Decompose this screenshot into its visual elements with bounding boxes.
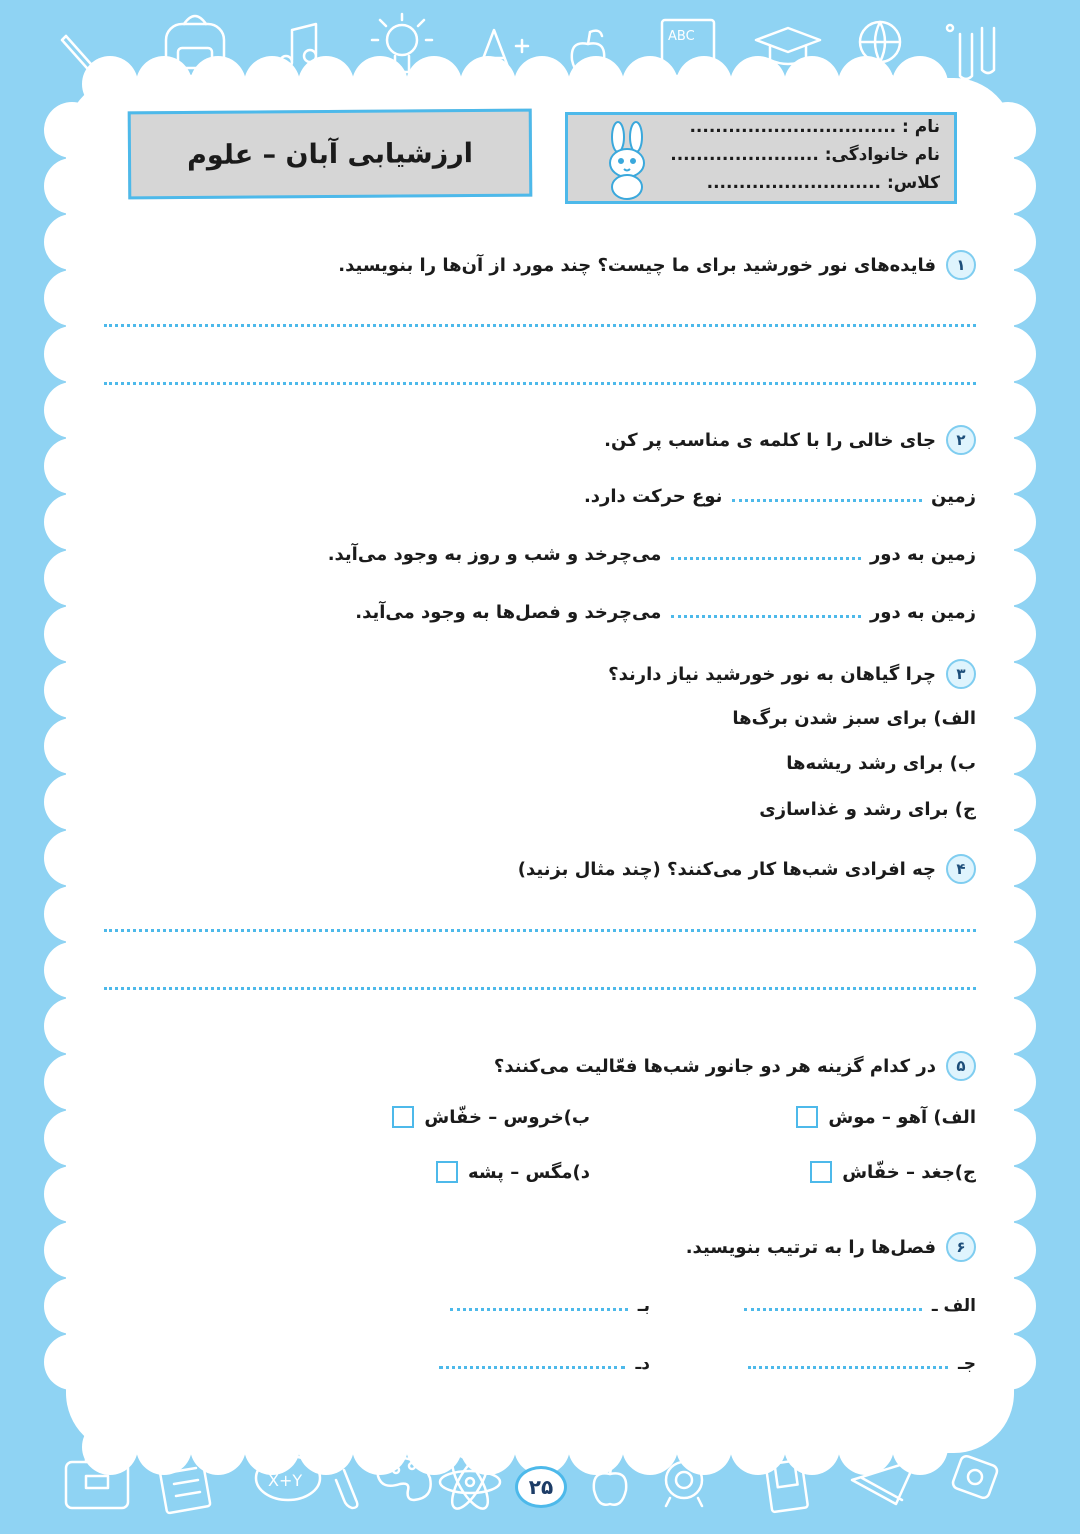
scallop-bump	[980, 1054, 1036, 1110]
scallop-bump	[514, 56, 570, 112]
scallop-bump	[136, 56, 192, 112]
svg-text:ABC: ABC	[668, 29, 695, 44]
class-field[interactable]	[707, 173, 940, 193]
scallop-bump	[980, 382, 1036, 438]
scallop-bump	[44, 382, 100, 438]
q3-option-b[interactable]: ب) برای رشد ریشه‌ها	[786, 753, 976, 774]
scallop-bump	[44, 438, 100, 494]
name-label: نام :	[902, 117, 940, 137]
scallop-bump	[298, 1419, 354, 1475]
q5-option-d[interactable]	[436, 1161, 590, 1183]
season-b	[444, 1296, 650, 1316]
scallop-bump	[980, 718, 1036, 774]
scallop-bump	[82, 56, 138, 112]
scallop-bump	[730, 1419, 786, 1475]
scallop-bump	[44, 886, 100, 942]
season-d	[433, 1354, 650, 1374]
q3-option-c[interactable]: ج) برای رشد و غذاسازی	[759, 799, 976, 820]
q5-option-c[interactable]	[810, 1161, 976, 1183]
season-b-blank[interactable]	[450, 1302, 628, 1311]
fill-sentence-2-start: زمین به دور	[869, 544, 976, 565]
scallop-bump	[980, 1222, 1036, 1278]
scallop-bump	[352, 1419, 408, 1475]
scallop-bump	[838, 56, 894, 112]
question-4	[518, 854, 976, 884]
q3-option-a[interactable]: الف) برای سبز شدن برگ‌ها	[732, 708, 976, 729]
scallop-bump	[44, 774, 100, 830]
scallop-bump	[980, 942, 1036, 998]
question-4-number: ۴	[946, 854, 976, 884]
scallop-bump	[44, 1278, 100, 1334]
sharpener-icon	[951, 1455, 998, 1500]
q5-option-c-checkbox[interactable]	[810, 1161, 832, 1183]
family-name-field[interactable]	[670, 145, 940, 165]
scallop-bump	[980, 494, 1036, 550]
question-1-number: ۱	[946, 250, 976, 280]
season-a	[738, 1296, 976, 1316]
answer-line-q1-1[interactable]	[104, 324, 976, 327]
scallop-bump	[980, 1278, 1036, 1334]
scallop-bump	[838, 1419, 894, 1475]
q5-option-a-label: الف) آهو – موش	[828, 1106, 976, 1128]
test-tube-icon	[947, 25, 994, 79]
question-6-number: ۶	[946, 1232, 976, 1262]
name-blank: ................................	[689, 117, 897, 137]
fill-sentence-1-start: زمین	[930, 486, 976, 507]
season-a-blank[interactable]	[744, 1302, 922, 1311]
scallop-bump	[190, 1419, 246, 1475]
question-2	[604, 425, 976, 455]
paperclip-icon	[336, 1470, 357, 1508]
scallop-bump	[980, 662, 1036, 718]
fill-blank-1[interactable]	[732, 493, 922, 502]
q5-option-c-label: ج)جغد – خفّاش	[842, 1161, 976, 1183]
scallop-bump	[82, 1419, 138, 1475]
family-name-label: نام خانوادگی:	[824, 145, 940, 165]
season-c	[742, 1354, 976, 1374]
season-c-label: جـ	[957, 1354, 976, 1374]
scallop-bump	[44, 718, 100, 774]
scallop-bump	[980, 1334, 1036, 1390]
scallop-bump	[980, 158, 1036, 214]
scallop-bump	[44, 1334, 100, 1390]
scallop-bump	[622, 56, 678, 112]
fill-sentence-3-end: می‌چرخد و فصل‌ها به وجود می‌آید.	[355, 602, 662, 623]
class-label: کلاس:	[886, 173, 940, 193]
scallop-bump	[44, 270, 100, 326]
exam-title-box	[128, 109, 533, 200]
question-2-number: ۲	[946, 425, 976, 455]
q5-option-d-checkbox[interactable]	[436, 1161, 458, 1183]
scallop-bump	[980, 1166, 1036, 1222]
scallop-bump	[44, 214, 100, 270]
question-4-text: چه افرادی شب‌ها کار می‌کنند؟ (چند مثال بزنید)	[517, 858, 936, 880]
answer-line-q1-2[interactable]	[104, 382, 976, 385]
scallop-bump	[980, 1110, 1036, 1166]
q5-option-b-checkbox[interactable]	[392, 1106, 414, 1128]
fill-sentence-1	[584, 486, 976, 507]
scallop-bump	[190, 56, 246, 112]
season-d-blank[interactable]	[439, 1360, 625, 1369]
q5-option-b[interactable]	[392, 1106, 590, 1128]
scallop-bump	[676, 56, 732, 112]
question-1	[338, 250, 976, 280]
scallop-bump	[298, 56, 354, 112]
scallop-bump	[44, 998, 100, 1054]
scallop-bump	[406, 1419, 462, 1475]
scallop-bump	[980, 326, 1036, 382]
scallop-bump	[980, 606, 1036, 662]
season-d-label: دـ	[635, 1354, 650, 1374]
fill-sentence-2-end: می‌چرخد و شب و روز به وجود می‌آید.	[327, 544, 662, 565]
scallop-bump	[44, 326, 100, 382]
q5-option-b-label: ب)خروس – خفّاش	[424, 1106, 590, 1128]
fill-blank-3[interactable]	[671, 609, 861, 618]
name-field[interactable]	[689, 117, 940, 137]
scallop-bump	[44, 102, 100, 158]
q5-option-a-checkbox[interactable]	[796, 1106, 818, 1128]
scallop-bump	[44, 606, 100, 662]
scallop-bump	[44, 1054, 100, 1110]
scallop-bump	[980, 998, 1036, 1054]
scallop-bump	[44, 494, 100, 550]
scallop-bump	[44, 662, 100, 718]
scallop-bump	[980, 102, 1036, 158]
scallop-bump	[44, 550, 100, 606]
scallop-bump	[784, 1419, 840, 1475]
scallop-bump	[44, 1166, 100, 1222]
scallop-bump	[460, 56, 516, 112]
svg-text:X+Y: X+Y	[268, 1471, 303, 1490]
question-2-text: جای خالی را با کلمه ی مناسب پر کن.	[604, 429, 936, 451]
scallop-bump	[244, 56, 300, 112]
class-blank: ...........................	[706, 173, 882, 193]
scallop-bump	[980, 886, 1036, 942]
question-5-text: در کدام گزینه هر دو جانور شب‌ها فعّالیت می‌کنند؟	[493, 1055, 936, 1077]
scallop-bump	[892, 1419, 948, 1475]
question-1-text: فایده‌های نور خورشید برای ما چیست؟ چند مورد از آن‌ها را بنویسید.	[338, 254, 936, 276]
scallop-bump	[980, 270, 1036, 326]
scallop-bump	[980, 830, 1036, 886]
fill-sentence-3-start: زمین به دور	[869, 602, 976, 623]
fill-blank-2[interactable]	[671, 551, 861, 560]
scallop-bump	[622, 1419, 678, 1475]
question-3	[608, 659, 976, 689]
scallop-bump	[980, 214, 1036, 270]
exam-title: ارزشیابی آبان – علوم	[186, 137, 474, 171]
scallop-bump	[406, 56, 462, 112]
scallop-bump	[980, 550, 1036, 606]
fill-sentence-2	[328, 544, 976, 565]
answer-line-q4-1[interactable]	[104, 929, 976, 932]
student-info-box	[565, 112, 957, 204]
fill-sentence-1-end: نوع حرکت دارد.	[583, 486, 723, 507]
question-3-number: ۳	[946, 659, 976, 689]
scallop-bump	[892, 56, 948, 112]
scallop-bump	[44, 830, 100, 886]
scallop-bump	[352, 56, 408, 112]
scallop-bump	[44, 942, 100, 998]
scallop-bump	[136, 1419, 192, 1475]
scallop-bump	[980, 438, 1036, 494]
bunny-icon	[594, 121, 660, 201]
scallop-bump	[244, 1419, 300, 1475]
question-5-number: ۵	[946, 1051, 976, 1081]
scallop-bump	[784, 56, 840, 112]
scallop-bump	[460, 1419, 516, 1475]
scallop-bump	[676, 1419, 732, 1475]
scallop-bump	[980, 774, 1036, 830]
fill-sentence-3	[355, 602, 976, 623]
question-6-text: فصل‌ها را به ترتیب بنویسید.	[685, 1236, 936, 1258]
season-b-label: بـ	[637, 1296, 650, 1316]
season-a-label: الف ـ	[931, 1296, 976, 1316]
question-3-text: چرا گیاهان به نور خورشید نیاز دارند؟	[608, 663, 936, 685]
answer-line-q4-2[interactable]	[104, 987, 976, 990]
scallop-bump	[44, 1222, 100, 1278]
scallop-bump	[44, 158, 100, 214]
q5-option-d-label: د)مگس – پشه	[467, 1161, 590, 1183]
family-name-blank: .......................	[670, 145, 819, 165]
scallop-bump	[568, 56, 624, 112]
season-c-blank[interactable]	[748, 1360, 948, 1369]
scallop-bump	[44, 1110, 100, 1166]
question-5	[494, 1051, 976, 1081]
scallop-bump	[730, 56, 786, 112]
page-number: ۲۵	[515, 1466, 567, 1508]
question-6	[686, 1232, 976, 1262]
scallop-bump	[568, 1419, 624, 1475]
q5-option-a[interactable]	[796, 1106, 976, 1128]
